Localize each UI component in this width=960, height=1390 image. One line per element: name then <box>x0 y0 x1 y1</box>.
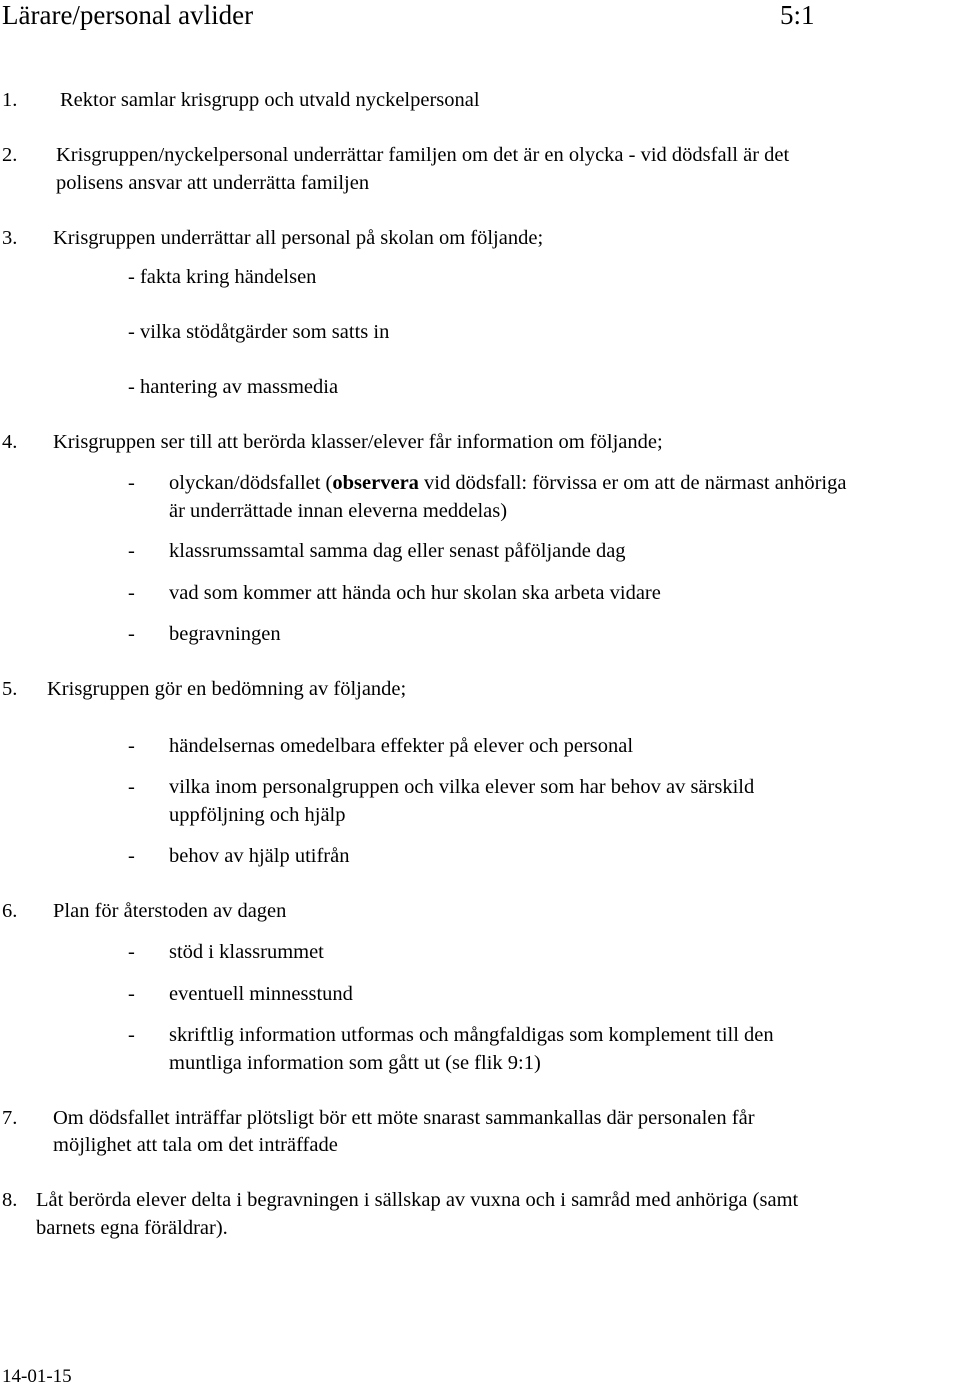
list-number: 7. <box>2 1107 18 1129</box>
list-number: 3. <box>2 227 18 249</box>
sub-item: klassrumssamtal samma dag eller senast påföljande dag <box>169 540 626 562</box>
sub-item-dash: - <box>128 582 135 604</box>
list-number: 6. <box>2 900 18 922</box>
list-number: 4. <box>2 431 18 453</box>
sub-item-continuation: uppföljning och hjälp <box>169 804 346 826</box>
sub-item: - vilka stödåtgärder som satts in <box>128 321 390 343</box>
page-title: Lärare/personal avlider <box>2 0 254 30</box>
sub-item-dash: - <box>128 735 135 757</box>
list-number: 5. <box>2 678 18 700</box>
footer-date: 14-01-15 <box>2 1366 72 1387</box>
sub-item-dash: - <box>128 845 135 867</box>
list-number: 2. <box>2 144 18 166</box>
sub-item: stöd i klassrummet <box>169 941 324 963</box>
list-item-continuation: polisens ansvar att underrätta familjen <box>56 172 370 194</box>
sub-item-text: olyckan/dödsfallet ( <box>169 472 333 494</box>
list-number: 1. <box>2 89 18 111</box>
list-number: 8. <box>2 1189 18 1211</box>
list-item-continuation: möjlighet att tala om det inträffade <box>53 1134 338 1156</box>
list-item-continuation: barnets egna föräldrar). <box>36 1217 228 1239</box>
sub-item-dash: - <box>128 941 135 963</box>
list-item: Om dödsfallet inträffar plötsligt bör ett möte snarast sammankallas där personalen får <box>53 1107 755 1129</box>
sub-item: behov av hjälp utifrån <box>169 845 350 867</box>
sub-item-dash: - <box>128 1024 135 1046</box>
list-item: Plan för återstoden av dagen <box>53 900 287 922</box>
sub-item: - hantering av massmedia <box>128 376 339 398</box>
list-item: Rektor samlar krisgrupp och utvald nyckelpersonal <box>60 89 480 111</box>
sub-item: eventuell minnesstund <box>169 983 353 1005</box>
sub-item-dash: - <box>128 983 135 1005</box>
list-item: Krisgruppen ser till att berörda klasser/elever får information om följande; <box>53 431 663 453</box>
sub-item: vilka inom personalgruppen och vilka elever som har behov av särskild <box>169 776 755 798</box>
sub-item-dash: - <box>128 472 135 494</box>
sub-item: skriftlig information utformas och mångfaldigas som komplement till den <box>169 1024 774 1046</box>
sub-item-dash: - <box>128 540 135 562</box>
sub-item-dash: - <box>128 623 135 645</box>
page-number: 5:1 <box>780 0 815 30</box>
sub-item-continuation: är underrättade innan eleverna meddelas) <box>169 500 508 522</box>
sub-item: vad som kommer att hända och hur skolan ska arbeta vidare <box>169 582 661 604</box>
sub-item-continuation: muntliga information som gått ut (se flik 9:1) <box>169 1052 541 1074</box>
sub-item: begravningen <box>169 623 281 645</box>
sub-item: - fakta kring händelsen <box>128 266 317 288</box>
sub-item-text: vid dödsfall: förvissa er om att de närmast anhöriga <box>418 472 847 494</box>
list-item: Krisgruppen/nyckelpersonal underrättar familjen om det är en olycka - vid dödsfall är det <box>56 144 790 166</box>
list-item: Krisgruppen underrättar all personal på skolan om följande; <box>53 227 544 249</box>
list-item: Krisgruppen gör en bedömning av följande; <box>47 678 407 700</box>
emphasis-observera: observera <box>332 472 419 494</box>
sub-item-dash: - <box>128 776 135 798</box>
list-item: Låt berörda elever delta i begravningen i sällskap av vuxna och i samråd med anhöriga (samt <box>36 1189 799 1211</box>
sub-item: händelsernas omedelbara effekter på elever och personal <box>169 735 634 757</box>
sub-item <box>169 470 846 497</box>
